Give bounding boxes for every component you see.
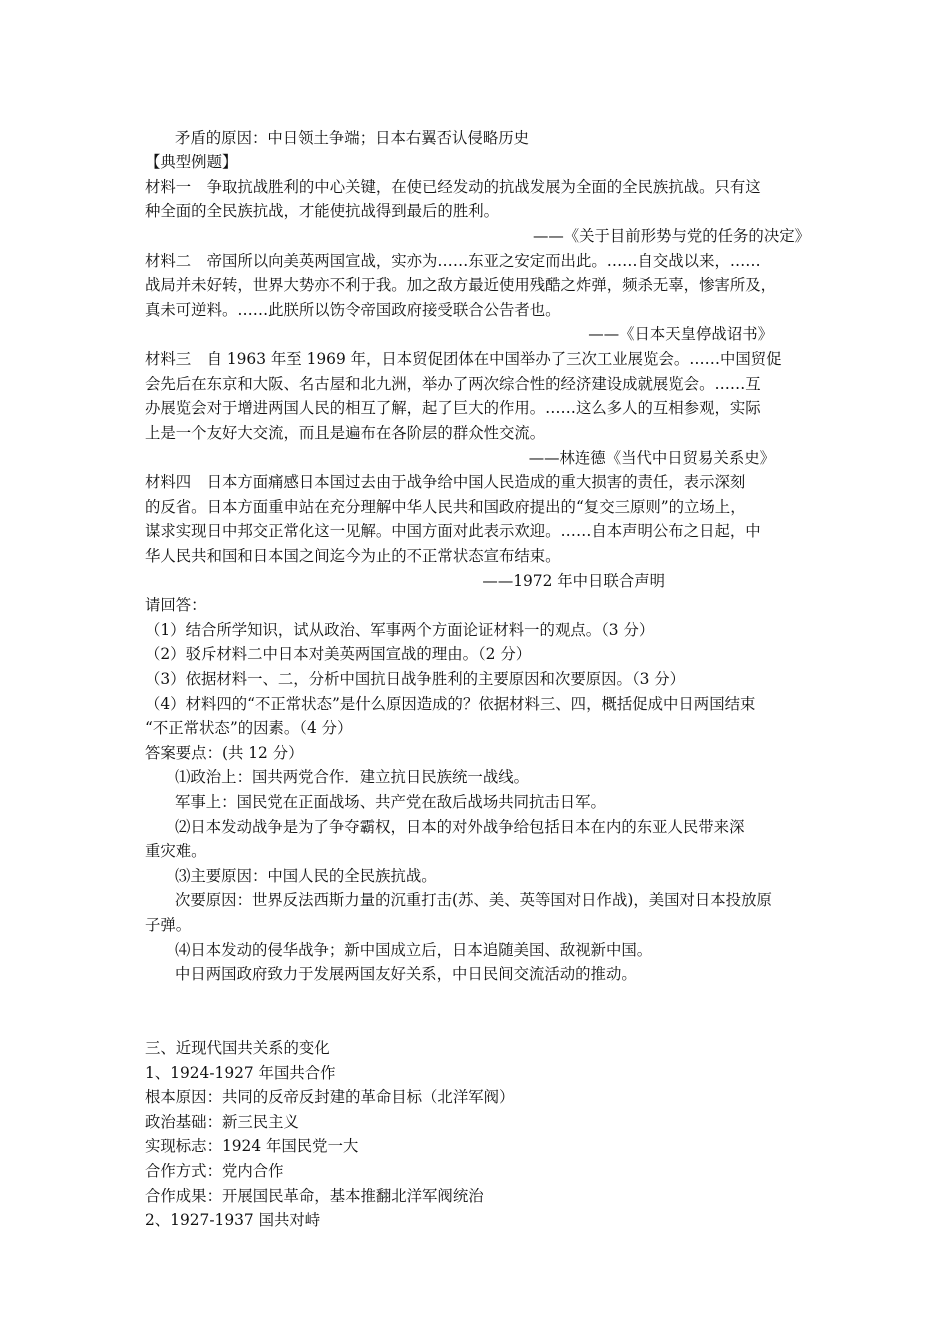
- answer-line: 子弹。: [145, 916, 192, 934]
- answer-line: 中日两国政府致力于发展两国友好关系，中日民间交流活动的推动。: [175, 965, 637, 983]
- material-three-source: ——林连德《当代中日贸易关系史》: [528, 449, 775, 467]
- material-four-line: 华人民共和国和日本国之间迄今为止的不正常状态宣布结束。: [145, 547, 561, 565]
- answer-line: 军事上：国民党在正面战场、共产党在敌后战场共同抗击日军。: [175, 793, 606, 811]
- question-item: （2）驳斥材料二中日本对美英两国宣战的理由。（2 分）: [145, 645, 532, 663]
- subsection-heading: 1、1924-1927 年国共合作: [145, 1064, 336, 1082]
- material-one-source: ——《关于目前形势与党的任务的决定》: [532, 227, 810, 245]
- subsection-heading: 2、1927-1937 国共对峙: [145, 1211, 321, 1229]
- material-four-line: 的反省。日本方面重申站在充分理解中华人民共和国政府提出的“复交三原则”的立场上，: [145, 498, 746, 516]
- material-two-line: 真未可逆料。……此朕所以饬令帝国政府接受联合公告者也。: [145, 301, 561, 319]
- question-item: （3）依据材料一、二，分析中国抗日战争胜利的主要原因和次要原因。（3 分）: [145, 670, 686, 688]
- material-three-line: 上是一个友好大交流，而且是遍布在各阶层的群众性交流。: [145, 424, 546, 442]
- body-line: 政治基础：新三民主义: [145, 1113, 299, 1131]
- question-prompt: 请回答：: [145, 596, 207, 614]
- material-one-line: 种全面的全民族抗战，才能使抗战得到最后的胜利。: [145, 202, 499, 220]
- answer-heading: 答案要点：(共 12 分）: [145, 744, 304, 762]
- material-two-line: 材料二 帝国所以向美英两国宣战，实亦为……东亚之安定而出此。……自交战以来，……: [145, 252, 761, 270]
- answer-line: ⑷日本发动的侵华战争；新中国成立后，日本追随美国、敌视新中国。: [175, 941, 653, 959]
- material-three-line: 办展览会对于增进两国人民的相互了解，起了巨大的作用。……这么多人的互相参观，实际: [145, 399, 761, 417]
- body-line: 合作成果：开展国民革命，基本推翻北洋军阀统治: [145, 1187, 484, 1205]
- section-heading-typical-example: 【典型例题】: [145, 153, 238, 171]
- material-four-line: 谋求实现日中邦交正常化这一见解。中国方面对此表示欢迎。……自本声明公布之日起，中: [145, 522, 761, 540]
- answer-line: ⑵日本发动战争是为了争夺霸权，日本的对外战争给包括日本在内的东亚人民带来深: [175, 818, 745, 836]
- material-three-line: 会先后在东京和大阪、名古屋和北九洲，举办了两次综合性的经济建设成就展览会。……互: [145, 375, 761, 393]
- body-line: 合作方式：党内合作: [145, 1162, 284, 1180]
- body-line: 根本原因：共同的反帝反封建的革命目标（北洋军阀）: [145, 1088, 515, 1106]
- material-four-line: 材料四 日本方面痛感日本国过去由于战争给中国人民造成的重大损害的责任，表示深刻: [145, 473, 746, 491]
- answer-line: 次要原因：世界反法西斯力量的沉重打击(苏、美、英等国对日作战)，美国对日本投放原: [175, 891, 772, 909]
- question-item: “不正常状态”的因素。（4 分）: [145, 719, 353, 737]
- section-heading-kmt-ccp-relations: 三、近现代国共关系的变化: [145, 1039, 330, 1057]
- question-item: （1）结合所学知识，试从政治、军事两个方面论证材料一的观点。（3 分）: [145, 621, 655, 639]
- answer-line: ⑴政治上：国共两党合作．建立抗日民族统一战线。: [175, 768, 529, 786]
- material-four-source: ——1972 年中日联合声明: [482, 572, 665, 590]
- answer-line: ⑶主要原因：中国人民的全民族抗战。: [175, 867, 437, 885]
- answer-line: 重灾难。: [145, 842, 207, 860]
- material-two-source: ——《日本天皇停战诏书》: [588, 325, 773, 343]
- paragraph-contradiction-cause: 矛盾的原因：中日领土争端；日本右翼否认侵略历史: [175, 129, 529, 147]
- material-one-line: 材料一 争取抗战胜利的中心关键，在使已经发动的抗战发展为全面的全民族抗战。只有这: [145, 178, 761, 196]
- material-three-line: 材料三 自 1963 年至 1969 年，日本贸促团体在中国举办了三次工业展览会。……中国贸促: [145, 350, 782, 368]
- material-two-line: 战局并未好转，世界大势亦不利于我。加之敌方最近使用残酷之炸弹，频杀无辜，惨害所及，: [145, 276, 777, 294]
- body-line: 实现标志：1924 年国民党一大: [145, 1137, 359, 1155]
- question-item: （4）材料四的“不正常状态”是什么原因造成的？依据材料三、四，概括促成中日两国结束: [145, 695, 756, 713]
